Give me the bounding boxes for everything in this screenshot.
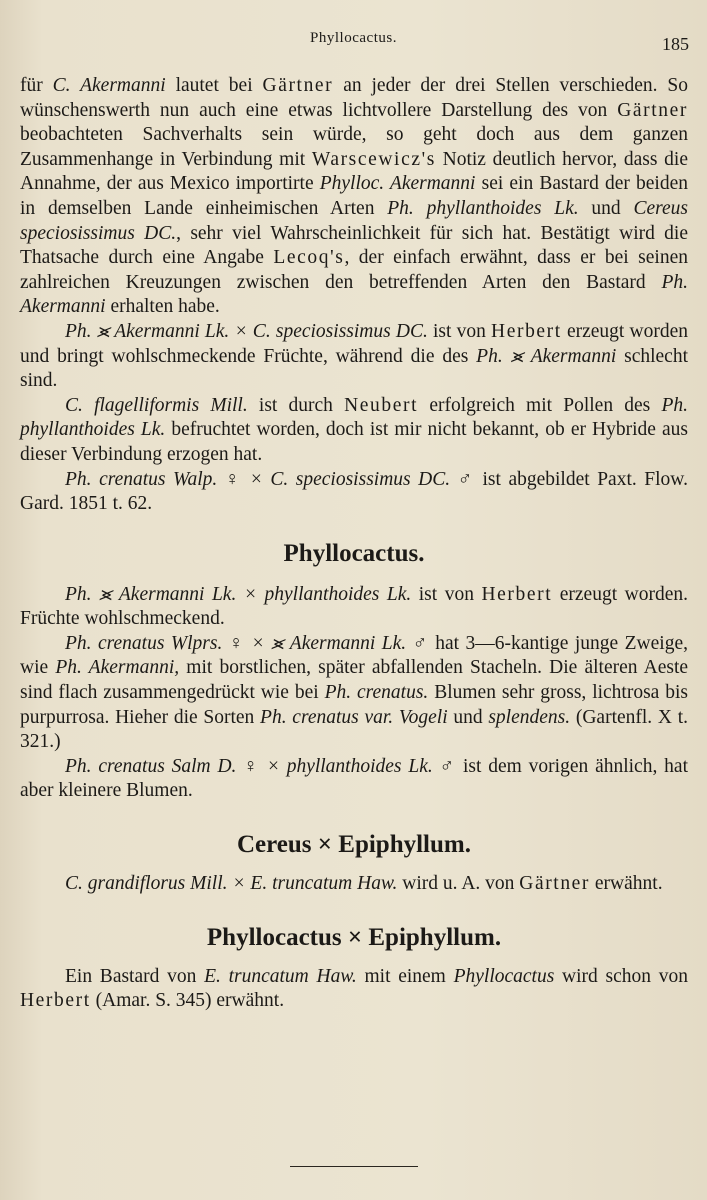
text-run: ist abgebildet Paxt. Flow. Gard. 1851 t. 62. bbox=[20, 468, 688, 515]
italic-run: Ph. crenatus var. Vogeli bbox=[260, 706, 448, 728]
italic-run: E. truncatum Haw. bbox=[204, 965, 357, 987]
text-run: erfolgreich mit Pollen des bbox=[418, 394, 662, 416]
italic-run: Ph. Akermanni, bbox=[55, 657, 180, 679]
italic-run: Phyllocactus bbox=[453, 965, 555, 987]
text-run: ist von bbox=[427, 320, 492, 342]
italic-run: splendens. bbox=[488, 706, 571, 728]
page-number: 185 bbox=[662, 34, 689, 54]
spaced-name: Herbert bbox=[20, 990, 91, 1012]
paragraph bbox=[20, 394, 688, 468]
paragraph bbox=[20, 632, 688, 755]
text-run: erwähnt. bbox=[590, 873, 663, 895]
italic-run: Ph. crenatus Walp. ♀ × C. speciosissimus DC. ♂ bbox=[65, 468, 475, 490]
paragraph bbox=[20, 583, 688, 632]
text-run: mit einem bbox=[356, 965, 454, 987]
text-run: , sehr viel Wahrscheinlichkeit für sich hat. Bestätigt wird die Thatsache durch eine Angabe bbox=[20, 222, 688, 269]
italic-run: Ph. ⪤ Akermanni Lk. × phyllanthoides Lk. bbox=[65, 583, 412, 605]
text-run: befruchtet worden, doch ist mir nicht bekannt, ob er Hybride aus dieser Verbindung erzogen hat. bbox=[20, 419, 689, 465]
spaced-name: Gärtner bbox=[519, 873, 591, 895]
section-heading: Phyllocactus × Epiphyllum. bbox=[206, 923, 502, 951]
spaced-name: Herbert bbox=[481, 583, 553, 605]
italic-run: C. Akermanni bbox=[52, 75, 166, 96]
text-run: Blumen sehr gross, lichtrosa bis purpurrosa. Hieher die Sorten bbox=[20, 682, 688, 728]
italic-run: Ph. ⪤ Akermanni bbox=[476, 345, 617, 367]
italic-run: C. flagelliformis Mill. bbox=[65, 394, 248, 416]
text-run: , der einfach erwähnt, dass er bei seinen zahlreichen Kreuzungen zwischen den betreffenden Arten den Bastard bbox=[20, 247, 688, 293]
text-run: ist durch bbox=[247, 394, 345, 416]
italic-run: Phylloc. Akermanni bbox=[319, 173, 476, 195]
text-run: (Amar. S. 345) erwähnt. bbox=[90, 990, 285, 1012]
spaced-name: Neubert bbox=[344, 394, 419, 416]
paragraph bbox=[20, 320, 688, 394]
italic-run: Ph. crenatus Salm D. ♀ × phyllanthoides Lk. ♂ bbox=[65, 755, 457, 777]
text-run: für bbox=[20, 75, 53, 96]
text-run: Notiz deutlich hervor, dass die Annahme, der aus Mexico importirte bbox=[20, 148, 688, 195]
text-run: wird u. A. von bbox=[397, 873, 520, 895]
text-run: und bbox=[447, 706, 489, 728]
running-title: Phyllocactus. bbox=[310, 30, 397, 46]
text-run: (Gartenfl. X t. 321.) bbox=[20, 706, 689, 753]
text-run: hat 3—6-kantige junge Zweige, wie bbox=[20, 632, 688, 679]
paragraph bbox=[20, 74, 688, 320]
spaced-name: Gärtner bbox=[617, 99, 688, 121]
text-run: erzeugt worden und bringt wohlschmeckende Früchte, während die des bbox=[20, 320, 688, 367]
italic-run: Ph. ⪤ Akermanni Lk. × C. speciosissimus DC. bbox=[65, 320, 428, 342]
body-text bbox=[20, 74, 688, 1014]
spaced-name: Warscewicz's bbox=[311, 148, 436, 170]
italic-run: Ph. crenatus Wlprs. ♀ × ⪤ Akermanni Lk. ♂ bbox=[65, 632, 429, 654]
paragraph bbox=[20, 965, 688, 1014]
text-run: und bbox=[578, 197, 634, 219]
italic-run: Ph. Akermanni bbox=[20, 271, 688, 318]
paragraph bbox=[20, 872, 688, 897]
text-run: wird schon von bbox=[554, 965, 688, 987]
running-header bbox=[0, 30, 707, 60]
text-run: ist dem vorigen ähnlich, hat aber kleinere Blumen. bbox=[20, 755, 688, 802]
text-run: erzeugt worden. Früchte wohlschmeckend. bbox=[20, 583, 688, 630]
italic-run: Cereus speciosissimus DC. bbox=[20, 197, 689, 244]
italic-run: C. grandiflorus Mill. × E. truncatum Haw. bbox=[65, 873, 398, 895]
section-heading: Cereus × Epiphyllum. bbox=[237, 831, 471, 859]
text-run: beobachteten Sachverhalts sein würde, so geht doch aus dem ganzen Zusammenhange in Verbindung mit bbox=[20, 124, 688, 170]
text-run: erhalten habe. bbox=[105, 296, 220, 318]
text-run: Ein Bastard von bbox=[65, 965, 205, 987]
spaced-name: Herbert bbox=[491, 320, 562, 342]
italic-run: Ph. phyllanthoides Lk. bbox=[387, 197, 579, 219]
text-run: lautet bei bbox=[165, 75, 263, 96]
end-rule bbox=[290, 1166, 418, 1167]
spaced-name: Gärtner bbox=[262, 75, 334, 96]
text-run: an jeder der drei Stellen verschieden. So wünschenswerth nun auch eine etwas lichtvollere Darstellung des von bbox=[20, 75, 688, 121]
paragraph bbox=[20, 755, 688, 804]
spaced-name: Lecoq's bbox=[273, 247, 345, 269]
italic-run: Ph. crenatus. bbox=[324, 682, 429, 704]
section-heading: Phyllocactus. bbox=[283, 539, 425, 567]
italic-run: Ph. phyllanthoides Lk. bbox=[20, 394, 688, 441]
text-run: ist von bbox=[411, 583, 482, 605]
text-run: schlecht sind. bbox=[20, 345, 688, 392]
paragraph bbox=[20, 468, 688, 517]
text-run: mit borstlichen, später abfallenden Stacheln. Die älteren Aeste sind flach zusammengedrückt wie bei bbox=[20, 657, 689, 704]
text-run: sei ein Bastard der beiden in demselben Lande einheimischen Arten bbox=[20, 173, 689, 219]
